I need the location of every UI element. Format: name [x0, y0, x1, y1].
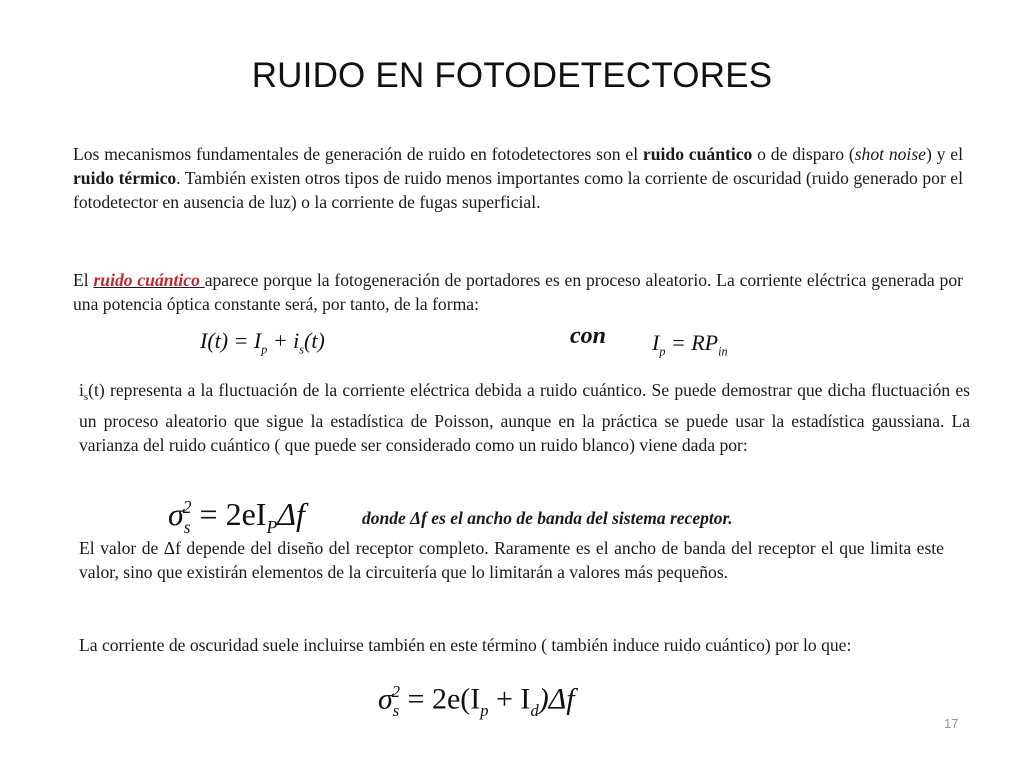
eq2-lhs: I [652, 330, 660, 355]
eq3-df: Δf [277, 496, 305, 532]
ruido-cuantico-link[interactable]: ruido cuántico [93, 270, 200, 290]
eq2-rhs: = RP [665, 330, 719, 355]
eq2-sub-in: in [718, 344, 728, 359]
intro-text-2: o de disparo ( [752, 144, 855, 164]
eq2-sub-p: p [659, 344, 666, 359]
con-label: con [570, 323, 606, 349]
fluctuation-text: (t) representa a la fluctuación de la corriente eléctrica debida a ruido cuántico. Se puede demostrar que dicha fluctuación es un proceso aleatorio que sigue la estadística de Poisson, aunque en la práctica se puede usar la estadística gaussiana. La varianza del ruido cuántico ( que puede ser considerado como un ruido blanco) viene dada por: [79, 380, 970, 455]
fluctuation-i: i [79, 380, 84, 400]
bandwidth-note: donde Δf es el ancho de banda del sistema receptor. [362, 508, 733, 528]
shot-noise-paragraph [73, 268, 963, 316]
eq4-sub-p: p [480, 700, 489, 720]
slide-title: RUIDO EN FOTODETECTORES [251, 56, 773, 95]
eq4-eq: = 2e(I [400, 682, 481, 716]
dark-current-paragraph: La corriente de oscuridad suele incluirse también en este término ( también induce ruido cuántico) por lo que: [79, 635, 852, 655]
intro-text-1: Los mecanismos fundamentales de generación de ruido en fotodetectores son el [73, 144, 643, 164]
eq4-plus: + I [488, 682, 531, 716]
eq4-sub-s: s [392, 700, 400, 720]
eq4-sup-2: 2 [391, 682, 401, 701]
eq4-sub-d: d [530, 700, 539, 720]
shot-noise-text-1: El [73, 270, 94, 290]
photocurrent-equation [652, 330, 728, 359]
eq1-sub-p: p [261, 342, 268, 357]
intro-text-4: . También existen otros tipos de ruido menos importantes como la corriente de oscuridad (ruido generado por el fotodetector en ausencia de luz) o la corriente de fugas superficial. [73, 168, 964, 212]
intro-paragraph [73, 142, 963, 214]
eq1-lhs: I(t) = I [200, 328, 262, 353]
eq1-plus: + i [267, 328, 300, 353]
page-number: 17 [944, 716, 959, 731]
intro-text-3: ) y el [925, 144, 963, 164]
current-equation [200, 328, 325, 357]
eq3-rhs: = 2eI [191, 496, 267, 532]
eq3-sub-s: s [183, 516, 191, 537]
eq1-sub-s: s [299, 342, 304, 357]
eq3-sigma: σ [168, 496, 184, 532]
eq3-sub-p: P [266, 516, 278, 537]
total-variance-equation [378, 682, 575, 721]
eq1-rest: (t) [304, 328, 325, 353]
eq4-sigma: σ [378, 682, 393, 716]
eq4-close: )Δf [538, 682, 575, 716]
term-ruido-cuantico: ruido cuántico [642, 144, 753, 164]
eq3-sup-2: 2 [182, 496, 192, 517]
shot-noise-text-2: aparece porque la fotogeneración de portadores es en proceso aleatorio. La corriente eléctrica generada por una potencia óptica constante será, por tanto, de la forma: [73, 270, 963, 314]
bandwidth-paragraph: El valor de Δf depende del diseño del receptor completo. Raramente es el ancho de banda del receptor el que limita este valor, sino que existirán elementos de la circuitería que lo limitarán a valores más pequeños. [79, 538, 944, 582]
fluctuation-paragraph [79, 378, 970, 457]
term-ruido-termico: ruido térmico [73, 168, 177, 188]
term-shot-noise: shot noise [854, 144, 926, 164]
fluctuation-sub-s: s [83, 391, 89, 403]
variance-equation [168, 496, 305, 538]
